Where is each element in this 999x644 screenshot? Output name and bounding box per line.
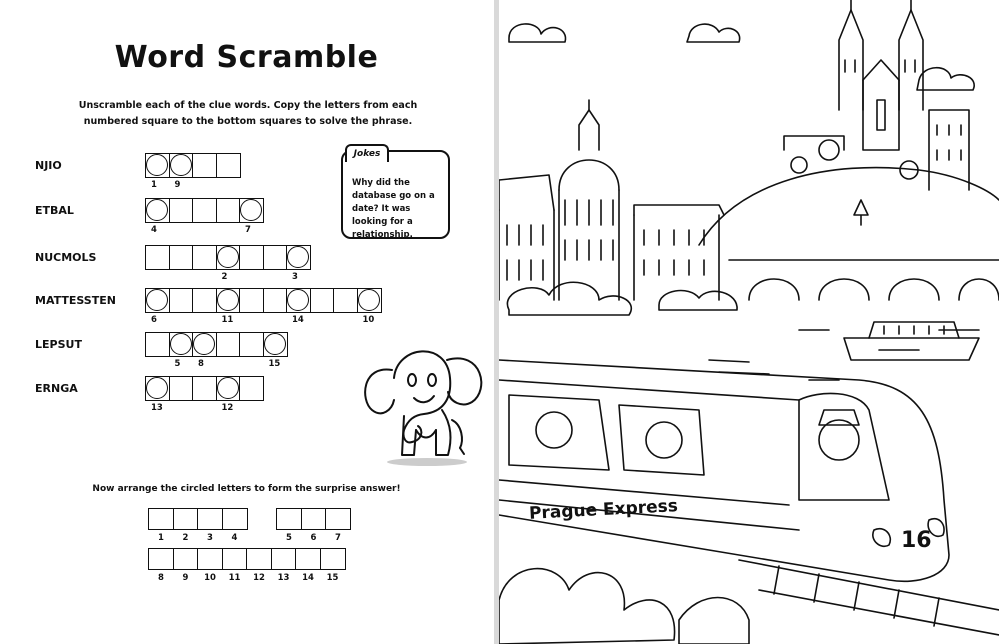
answer-boxes-row <box>145 288 380 313</box>
answer-number: 3 <box>207 533 213 543</box>
answer-number: 2 <box>182 533 189 543</box>
answer-number: 5 <box>286 533 292 543</box>
circled-letter-box[interactable] <box>216 288 241 313</box>
letter-box[interactable] <box>169 376 194 401</box>
box-number: 1 <box>151 180 157 190</box>
answer-number: 13 <box>277 573 290 583</box>
letter-box[interactable] <box>239 376 264 401</box>
box-number: 15 <box>268 359 281 369</box>
clue-word: ERNGA <box>35 382 78 395</box>
letter-box[interactable] <box>192 288 217 313</box>
answer-letter-box[interactable] <box>222 548 248 570</box>
answer-letter-box[interactable] <box>197 508 223 530</box>
train-name: Prague Express <box>528 496 679 524</box>
box-number: 3 <box>292 272 298 282</box>
answer-boxes-row <box>145 198 263 223</box>
arrange-instructions: Now arrange the circled letters to form the surprise answer! <box>92 484 401 494</box>
answer-letter-box[interactable] <box>148 508 174 530</box>
letter-box[interactable] <box>216 332 241 357</box>
answer-boxes-row <box>145 245 310 270</box>
answer-boxes-row <box>145 376 263 401</box>
circled-letter-box[interactable] <box>239 198 264 223</box>
answer-number: 11 <box>228 573 241 583</box>
letter-box[interactable] <box>239 288 264 313</box>
answer-number: 6 <box>310 533 317 543</box>
circled-letter-box[interactable] <box>286 288 311 313</box>
answer-number: 9 <box>182 573 189 583</box>
circled-letter-box[interactable] <box>216 245 241 270</box>
answer-letter-box[interactable] <box>301 508 327 530</box>
answer-number: 4 <box>231 533 238 543</box>
answer-group <box>276 508 350 530</box>
answer-number: 15 <box>326 573 339 583</box>
circled-letter-box[interactable] <box>263 332 288 357</box>
circled-letter-box[interactable] <box>145 376 170 401</box>
instructions: Unscramble each of the clue words. Copy the letters from each numbered square to the bottom squares to solve the phrase. <box>78 100 418 127</box>
letter-box[interactable] <box>145 245 170 270</box>
answer-boxes-row <box>145 153 239 178</box>
letter-box[interactable] <box>263 245 288 270</box>
letter-box[interactable] <box>169 245 194 270</box>
answer-letter-box[interactable] <box>295 548 321 570</box>
jokes-tab: Jokes <box>345 144 389 162</box>
joke-text: Why did the database go on a date? It was looking for a relationship. <box>352 178 435 240</box>
page-title: Word Scramble <box>114 40 379 75</box>
answer-letter-box[interactable] <box>320 548 346 570</box>
answer-number: 10 <box>204 573 216 583</box>
letter-box[interactable] <box>263 288 288 313</box>
answer-letter-box[interactable] <box>246 548 272 570</box>
clue-word: LEPSUT <box>35 338 82 351</box>
answer-letter-box[interactable] <box>148 548 174 570</box>
answer-letter-box[interactable] <box>222 508 248 530</box>
clue-word: ETBAL <box>35 204 74 217</box>
answer-letter-box[interactable] <box>276 508 302 530</box>
box-number: 8 <box>198 359 204 369</box>
answer-number: 12 <box>253 573 265 583</box>
letter-box[interactable] <box>239 245 264 270</box>
answer-letter-box[interactable] <box>325 508 351 530</box>
answer-letter-box[interactable] <box>197 548 223 570</box>
circled-letter-box[interactable] <box>192 332 217 357</box>
box-number: 4 <box>151 225 157 235</box>
circled-letter-box[interactable] <box>145 153 170 178</box>
answer-boxes-row <box>145 332 286 357</box>
letter-box[interactable] <box>333 288 358 313</box>
circled-letter-box[interactable] <box>169 153 194 178</box>
box-number: 5 <box>174 359 181 369</box>
clue-word: NUCMOLS <box>35 251 97 264</box>
answer-number: 1 <box>158 533 164 543</box>
box-number: 11 <box>221 315 234 325</box>
circled-letter-box[interactable] <box>357 288 382 313</box>
box-number: 6 <box>151 315 157 325</box>
box-number: 12 <box>221 403 234 413</box>
box-number: 10 <box>362 315 375 325</box>
letter-box[interactable] <box>145 332 170 357</box>
box-number: 13 <box>151 403 163 413</box>
answer-letter-box[interactable] <box>173 508 199 530</box>
box-number: 2 <box>221 272 228 282</box>
letter-box[interactable] <box>192 245 217 270</box>
letter-box[interactable] <box>239 332 264 357</box>
answer-number: 7 <box>335 533 341 543</box>
circled-letter-box[interactable] <box>145 288 170 313</box>
clue-word: NJIO <box>35 159 62 172</box>
box-number: 7 <box>245 225 251 235</box>
answer-group <box>148 548 344 570</box>
box-number: 9 <box>174 180 181 190</box>
answer-letter-box[interactable] <box>173 548 199 570</box>
letter-box[interactable] <box>192 198 217 223</box>
circled-letter-box[interactable] <box>286 245 311 270</box>
circled-letter-box[interactable] <box>145 198 170 223</box>
letter-box[interactable] <box>216 153 241 178</box>
elephant-illustration <box>352 330 492 470</box>
answer-group <box>148 508 246 530</box>
letter-box[interactable] <box>192 153 217 178</box>
answer-number: 14 <box>302 573 314 583</box>
box-number: 14 <box>292 315 304 325</box>
coloring-page <box>499 0 999 644</box>
circled-letter-box[interactable] <box>169 332 194 357</box>
letter-box[interactable] <box>310 288 335 313</box>
answer-letter-box[interactable] <box>271 548 297 570</box>
letter-box[interactable] <box>169 288 194 313</box>
letter-box[interactable] <box>216 198 241 223</box>
letter-box[interactable] <box>169 198 194 223</box>
train-number: 16 <box>901 528 932 553</box>
puzzle-page <box>0 0 493 644</box>
circled-letter-box[interactable] <box>216 376 241 401</box>
letter-box[interactable] <box>192 376 217 401</box>
answer-number: 8 <box>158 573 164 583</box>
clue-word: MATTESSTEN <box>35 294 116 307</box>
